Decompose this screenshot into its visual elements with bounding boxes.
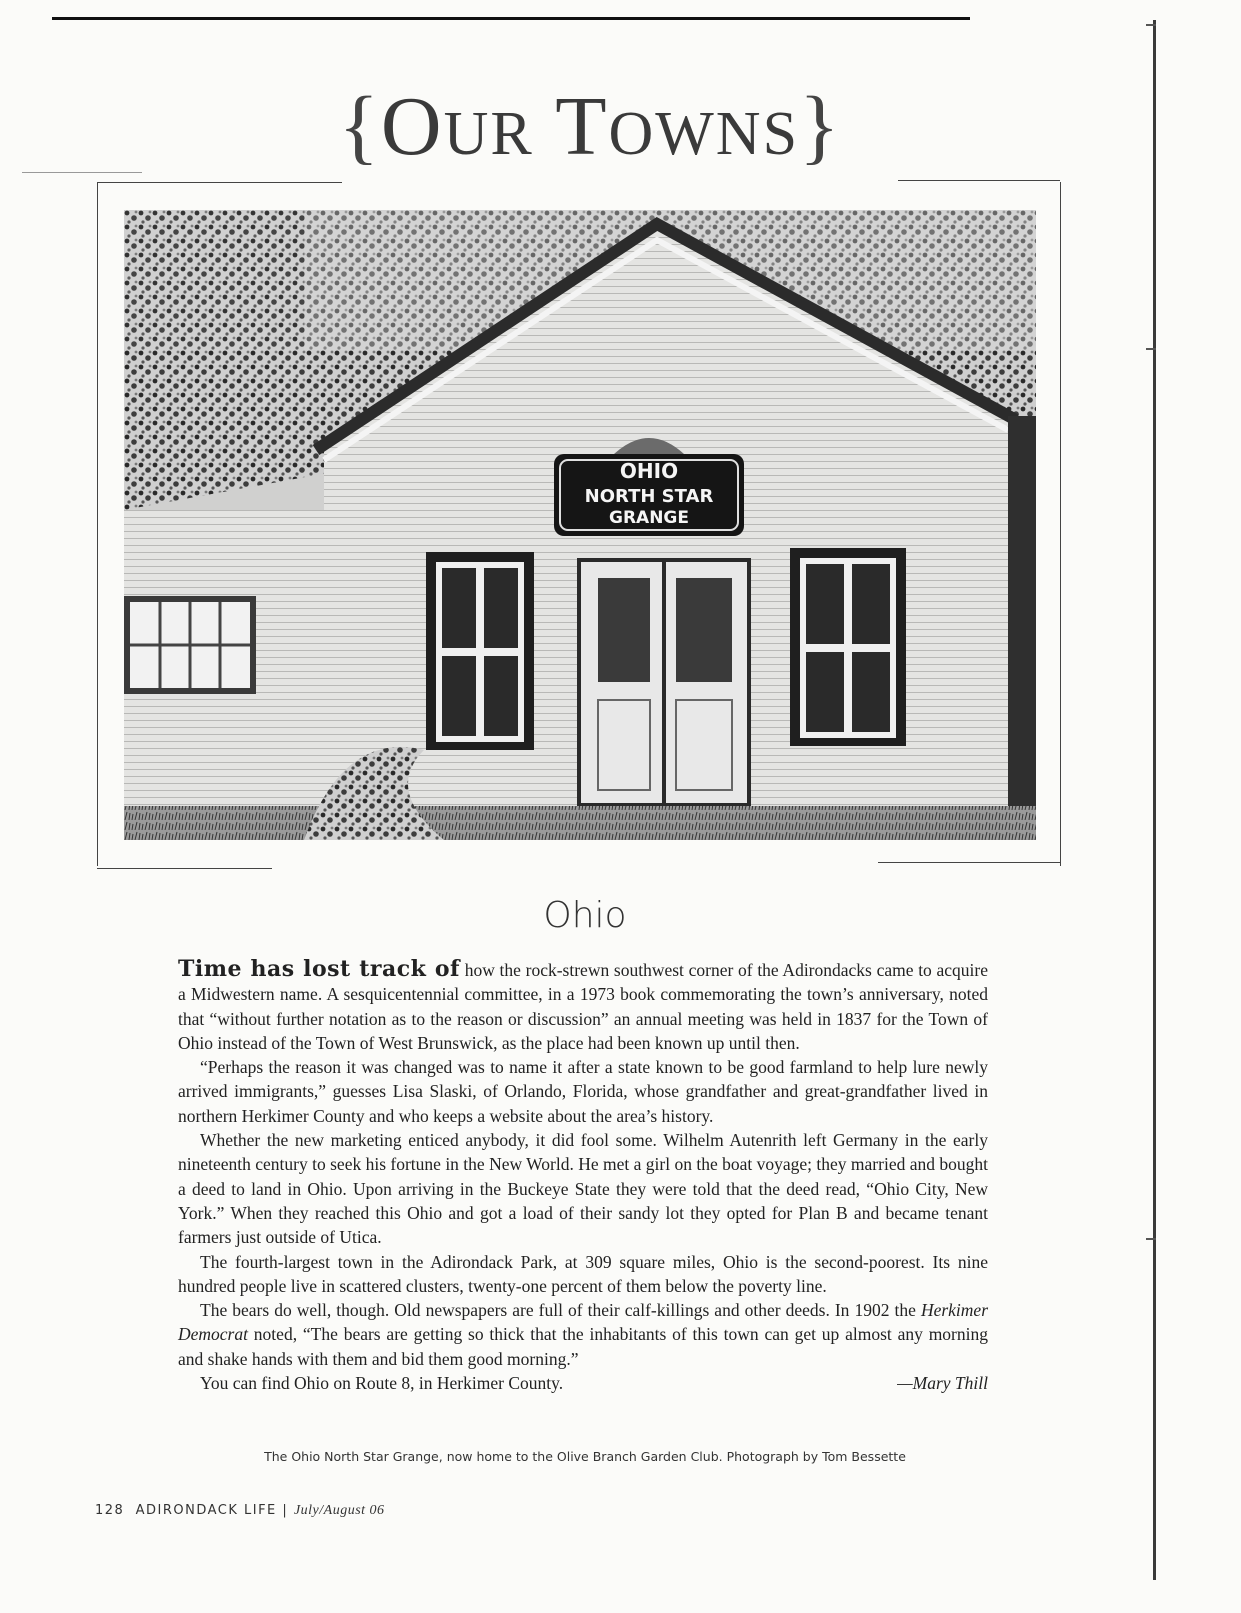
paragraph-text: The bears do well, though. Old newspapers are full of their calf-killings and other deeds. In 1902 the xyxy=(200,1300,921,1321)
section-title-text: OUR TOWNS xyxy=(380,80,800,173)
section-title xyxy=(0,78,1180,175)
article-paragraph: The fourth-largest town in the Adirondack Park, at 309 square miles, Ohio is the second-poorest. Its nine hundred people live in scattered clusters, twenty-one percent of them below the poverty line. xyxy=(178,1251,988,1296)
sign-line-3: GRANGE xyxy=(609,508,689,528)
paragraph-text: how the rock-strewn southwest corner of the Adirondacks came to acquire a Midwestern name. A sesquicentennial committee, in a 1973 book commemorating the town’s anniversary, noted that “without further notation as to the reason or discussion” an annual meeting was held in 1837 for the Town of Ohio instead of the Town of West Brunswick, as the place had been known up until then. xyxy=(178,960,989,1053)
sign-line-2: NORTH STAR xyxy=(584,486,714,507)
paragraph-text: noted, “The bears are getting so thick that the inhabitants of this town can get up almost any morning and shake hands with them and bid them good morning.” xyxy=(178,1324,988,1369)
page-edge-mark xyxy=(1146,24,1156,26)
title-close-brace: } xyxy=(799,80,842,173)
sign-line-1: OHIO xyxy=(619,459,679,483)
page-number: 128 xyxy=(95,1503,125,1518)
paragraph-text: You can find Ohio on Route 8, in Herkimer County. xyxy=(200,1373,564,1394)
page-folio xyxy=(95,1503,385,1519)
photo-frame-top-right xyxy=(898,180,1060,181)
page-edge-mark xyxy=(1146,1238,1156,1240)
article-paragraph: “Perhaps the reason it was changed was to name it after a state known to be good farmland to help lure newly arrived immigrants,” guesses Lisa Slaski, of Orlando, Florida, whose grandfather and great-grandfather lived in northern Herkimer County and who keeps a website about the area’s history. xyxy=(178,1057,988,1126)
town-name-heading: Ohio xyxy=(543,895,627,936)
grange-illustration xyxy=(124,210,1036,840)
title-open-brace: { xyxy=(338,80,381,173)
photo-frame-bottom-left xyxy=(97,868,272,869)
byline: —Mary Thill xyxy=(897,1373,988,1394)
article-body xyxy=(178,957,988,1395)
article-paragraph: Whether the new marketing enticed anybody, it did fool some. Wilhelm Autenrith left Germany in the early nineteenth century to seek his fortune in the New World. He met a girl on the boat voyage; they married and bought a deed to land in Ohio. Upon arriving in the Buckeye State they were told that the deed read, “Ohio City, New York.” When they reached this Ohio and got a load of their sandy lot they opted for Plan B and became tenant farmers just outside of Utica. xyxy=(178,1130,988,1248)
folio-separator: | xyxy=(282,1503,289,1518)
article-paragraph xyxy=(178,1371,988,1395)
page-edge-shadow xyxy=(1153,20,1156,1580)
lead-in: Time has lost track of xyxy=(178,956,460,982)
grange-photo xyxy=(124,210,1036,840)
page-edge-mark xyxy=(1146,348,1156,350)
article-paragraph xyxy=(178,1298,988,1371)
issue-date: July/August 06 xyxy=(293,1503,385,1518)
magazine-name: ADIRONDACK LIFE xyxy=(135,1503,277,1518)
photo-caption: The Ohio North Star Grange, now home to the Olive Branch Garden Club. Photograph by Tom Bessette xyxy=(264,1449,906,1464)
newspaper-title: Herkimer Democrat xyxy=(178,1300,988,1345)
top-rule xyxy=(52,17,970,20)
article-paragraph xyxy=(178,957,988,1055)
